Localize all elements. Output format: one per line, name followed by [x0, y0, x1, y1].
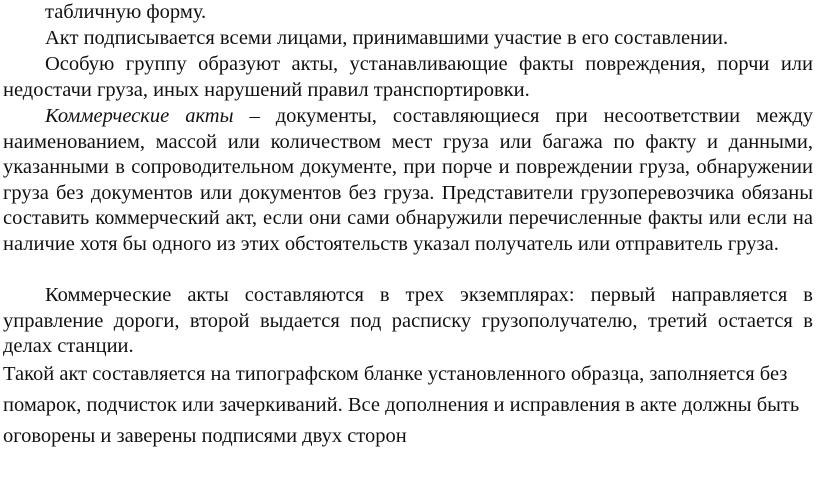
paragraph-copies: Коммерческие акты составляются в трех экземплярах: первый направляется в управление дороги, второй выдается под расписку грузополучателю, третий остается в делах станции. — [3, 284, 813, 358]
paragraph-commercial-acts — [3, 104, 813, 258]
paragraph-signature: Акт подписывается всеми лицами, принимавшими участие в его составлении. — [45, 27, 729, 49]
term-commercial-acts: Коммерческие акты — [45, 105, 234, 127]
paragraph-continuation: табличную форму. — [45, 1, 207, 23]
paragraph-form-requirements: Такой акт составляется на типографском бланке установленного образца, заполняется без помарок, подчисток или зачеркиваний. Все дополнения и исправления в акте должны быть оговорены и заверены подписями двух сторон — [3, 363, 800, 447]
paragraph-special-acts: Особую группу образуют акты, устанавливающие факты повреждения, порчи или недостачи груза, иных нарушений правил транспортировки. — [3, 53, 813, 101]
commercial-acts-definition: – документы, составляющиеся при несоответствии между наименованием, массой или количеством мест груза или багажа по факту и данными, указанными в сопроводительном документе, при порче и повреждении груза, обнаружении груза без документов или документов без груза. Представители грузоперевозчика обязаны составить коммерческий акт, если они сами обнаружили перечисленные факты или если на наличие хотя бы одного из этих обстоятельств указал получатель или отправитель груза. — [3, 105, 813, 255]
